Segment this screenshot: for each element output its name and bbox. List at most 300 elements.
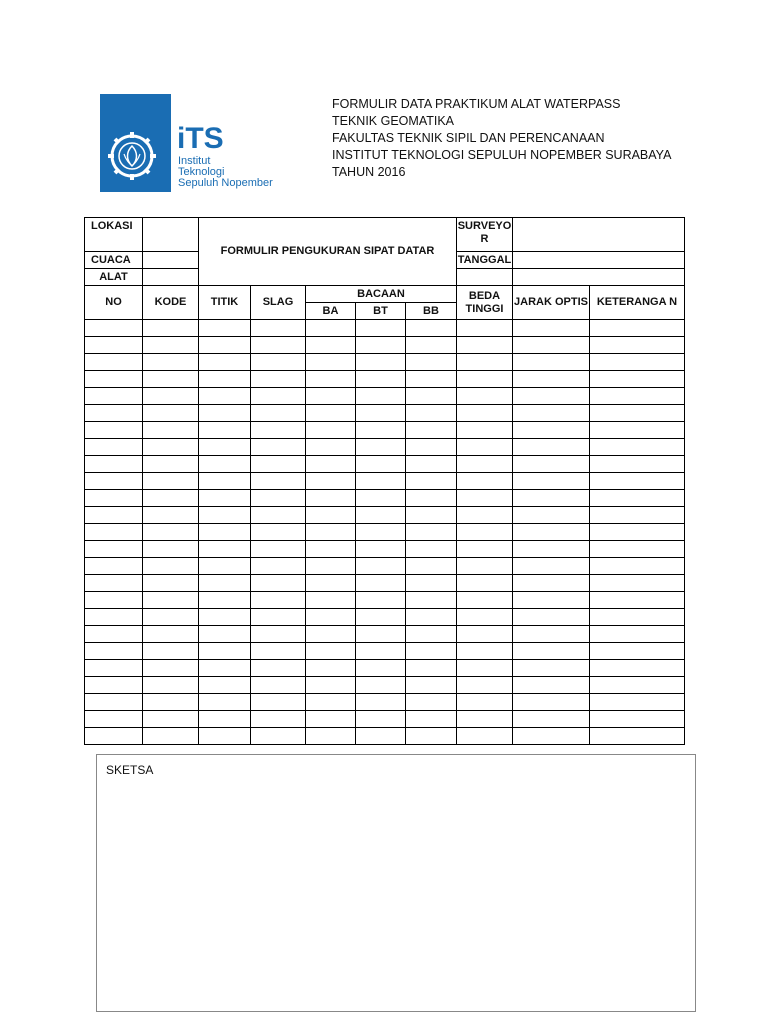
table-cell[interactable] (513, 320, 590, 337)
table-cell[interactable] (143, 371, 199, 388)
table-cell[interactable] (406, 728, 457, 745)
table-cell[interactable] (251, 626, 306, 643)
table-cell[interactable] (590, 354, 685, 371)
table-cell[interactable] (590, 439, 685, 456)
table-cell[interactable] (457, 677, 513, 694)
table-cell[interactable] (406, 592, 457, 609)
table-cell[interactable] (457, 541, 513, 558)
table-cell[interactable] (251, 694, 306, 711)
table-cell[interactable] (143, 677, 199, 694)
tanggal-field[interactable] (513, 252, 685, 269)
table-cell[interactable] (306, 473, 356, 490)
table-cell[interactable] (143, 507, 199, 524)
table-cell[interactable] (143, 456, 199, 473)
table-cell[interactable] (306, 677, 356, 694)
alat-field[interactable] (143, 269, 199, 286)
col-header-jarak-optis: JARAK OPTIS (513, 286, 590, 320)
table-cell[interactable] (513, 354, 590, 371)
table-cell[interactable] (306, 337, 356, 354)
col-header-keterangan: KETERANGA N (590, 286, 685, 320)
table-cell[interactable] (457, 660, 513, 677)
table-cell[interactable] (199, 541, 251, 558)
table-cell[interactable] (85, 609, 143, 626)
table-cell[interactable] (143, 422, 199, 439)
table-cell[interactable] (356, 388, 406, 405)
table-cell[interactable] (143, 473, 199, 490)
table-cell[interactable] (356, 694, 406, 711)
table-cell[interactable] (590, 558, 685, 575)
table-cell[interactable] (457, 354, 513, 371)
table-cell[interactable] (356, 439, 406, 456)
table-cell[interactable] (590, 677, 685, 694)
table-cell[interactable] (306, 405, 356, 422)
logo-text-institut: Institut (178, 155, 211, 167)
table-cell[interactable] (143, 439, 199, 456)
table-cell[interactable] (356, 677, 406, 694)
table-cell[interactable] (143, 558, 199, 575)
table-cell[interactable] (457, 456, 513, 473)
table-cell[interactable] (356, 711, 406, 728)
col-header-slag: SLAG (251, 286, 306, 320)
table-cell[interactable] (143, 405, 199, 422)
logo-text-sepuluh-nopember: Sepuluh Nopember (178, 177, 273, 189)
table-cell[interactable] (356, 320, 406, 337)
table-cell[interactable] (306, 711, 356, 728)
table-cell[interactable] (457, 524, 513, 541)
col-header-titik: TITIK (199, 286, 251, 320)
table-cell[interactable] (251, 388, 306, 405)
table-cell[interactable] (590, 490, 685, 507)
table-cell[interactable] (590, 473, 685, 490)
cuaca-label: CUACA (85, 252, 143, 269)
lokasi-field[interactable] (143, 218, 199, 252)
table-cell[interactable] (199, 473, 251, 490)
table-cell[interactable] (85, 456, 143, 473)
table-cell[interactable] (356, 422, 406, 439)
table-cell[interactable] (513, 507, 590, 524)
table-cell[interactable] (143, 592, 199, 609)
table-cell[interactable] (590, 388, 685, 405)
table-cell[interactable] (85, 405, 143, 422)
table-cell[interactable] (199, 371, 251, 388)
table-cell[interactable] (85, 626, 143, 643)
table-cell[interactable] (513, 643, 590, 660)
table-cell[interactable] (251, 456, 306, 473)
table-row (85, 541, 685, 558)
table-cell[interactable] (199, 728, 251, 745)
table-cell[interactable] (85, 371, 143, 388)
table-cell[interactable] (85, 473, 143, 490)
table-row (85, 354, 685, 371)
header-line-year: TAHUN 2016 (332, 165, 406, 179)
table-cell[interactable] (306, 660, 356, 677)
table-cell[interactable] (199, 677, 251, 694)
table-cell[interactable] (356, 575, 406, 592)
table-cell[interactable] (251, 473, 306, 490)
table-cell[interactable] (590, 575, 685, 592)
table-cell[interactable] (457, 388, 513, 405)
table-cell[interactable] (306, 439, 356, 456)
document-header (332, 96, 671, 181)
table-cell[interactable] (143, 337, 199, 354)
surveyor-label: SURVEYO R (457, 218, 513, 252)
table-cell[interactable] (457, 643, 513, 660)
table-cell[interactable] (356, 473, 406, 490)
table-cell[interactable] (85, 439, 143, 456)
table-cell[interactable] (457, 592, 513, 609)
table-cell[interactable] (513, 677, 590, 694)
table-cell[interactable] (85, 575, 143, 592)
table-cell[interactable] (306, 388, 356, 405)
table-cell[interactable] (306, 490, 356, 507)
table-cell[interactable] (406, 694, 457, 711)
table-cell[interactable] (85, 677, 143, 694)
table-cell[interactable] (356, 609, 406, 626)
table-cell[interactable] (457, 473, 513, 490)
table-row (85, 422, 685, 439)
table-cell[interactable] (306, 694, 356, 711)
table-cell[interactable] (199, 422, 251, 439)
table-cell[interactable] (590, 643, 685, 660)
table-cell[interactable] (199, 320, 251, 337)
table-cell[interactable] (199, 592, 251, 609)
table-cell[interactable] (513, 694, 590, 711)
table-row (85, 456, 685, 473)
table-cell[interactable] (513, 609, 590, 626)
table-cell[interactable] (513, 524, 590, 541)
table-cell[interactable] (251, 660, 306, 677)
table-cell[interactable] (199, 405, 251, 422)
table-cell[interactable] (513, 592, 590, 609)
table-cell[interactable] (199, 490, 251, 507)
table-cell[interactable] (457, 575, 513, 592)
table-cell[interactable] (590, 422, 685, 439)
table-cell[interactable] (85, 711, 143, 728)
table-cell[interactable] (251, 507, 306, 524)
table-cell[interactable] (590, 541, 685, 558)
table-cell[interactable] (513, 473, 590, 490)
table-cell[interactable] (251, 677, 306, 694)
table-cell[interactable] (143, 575, 199, 592)
table-cell[interactable] (306, 354, 356, 371)
table-cell[interactable] (143, 694, 199, 711)
table-cell[interactable] (143, 626, 199, 643)
table-cell[interactable] (406, 337, 457, 354)
table-cell[interactable] (457, 337, 513, 354)
table-cell[interactable] (513, 405, 590, 422)
col-header-bacaan: BACAAN (306, 286, 457, 303)
table-cell[interactable] (406, 507, 457, 524)
table-cell[interactable] (513, 422, 590, 439)
table-cell[interactable] (251, 524, 306, 541)
table-cell[interactable] (199, 337, 251, 354)
col-header-beda-tinggi: BEDA TINGGI (457, 286, 513, 320)
table-cell[interactable] (457, 626, 513, 643)
table-cell[interactable] (590, 660, 685, 677)
table-cell[interactable] (251, 337, 306, 354)
table-cell[interactable] (356, 728, 406, 745)
table-cell[interactable] (513, 558, 590, 575)
table-cell[interactable] (590, 609, 685, 626)
table-row (85, 575, 685, 592)
table-cell[interactable] (85, 354, 143, 371)
table-cell[interactable] (143, 490, 199, 507)
table-cell[interactable] (406, 405, 457, 422)
table-cell[interactable] (306, 575, 356, 592)
table-cell[interactable] (306, 524, 356, 541)
table-cell[interactable] (457, 507, 513, 524)
table-cell[interactable] (406, 490, 457, 507)
header-line-institute: INSTITUT TEKNOLOGI SEPULUH NOPEMBER SURABAYA (332, 148, 672, 162)
table-row (85, 439, 685, 456)
table-cell[interactable] (199, 354, 251, 371)
table-cell[interactable] (356, 371, 406, 388)
table-cell[interactable] (306, 422, 356, 439)
col-header-bt: BT (356, 303, 406, 320)
table-cell[interactable] (590, 371, 685, 388)
table-cell[interactable] (251, 354, 306, 371)
table-cell[interactable] (457, 609, 513, 626)
table-cell[interactable] (590, 320, 685, 337)
table-cell[interactable] (513, 728, 590, 745)
table-cell[interactable] (356, 626, 406, 643)
alat-extra-cell (457, 269, 513, 286)
table-cell[interactable] (306, 609, 356, 626)
table-cell[interactable] (590, 507, 685, 524)
table-cell[interactable] (143, 541, 199, 558)
table-cell[interactable] (356, 354, 406, 371)
table-cell[interactable] (590, 694, 685, 711)
table-cell[interactable] (85, 643, 143, 660)
table-cell[interactable] (199, 660, 251, 677)
table-cell[interactable] (590, 456, 685, 473)
table-cell[interactable] (513, 660, 590, 677)
table-cell[interactable] (306, 728, 356, 745)
table-cell[interactable] (457, 422, 513, 439)
header-line-department: TEKNIK GEOMATIKA (332, 114, 455, 128)
table-cell[interactable] (457, 405, 513, 422)
table-cell[interactable] (457, 490, 513, 507)
table-cell[interactable] (85, 694, 143, 711)
table-cell[interactable] (590, 592, 685, 609)
table-cell[interactable] (356, 643, 406, 660)
table-cell[interactable] (199, 643, 251, 660)
table-cell[interactable] (199, 626, 251, 643)
table-cell[interactable] (306, 626, 356, 643)
table-cell[interactable] (356, 592, 406, 609)
table-cell[interactable] (457, 320, 513, 337)
cuaca-field[interactable] (143, 252, 199, 269)
table-cell[interactable] (199, 507, 251, 524)
table-cell[interactable] (85, 524, 143, 541)
table-cell[interactable] (406, 456, 457, 473)
table-cell[interactable] (251, 609, 306, 626)
table-cell[interactable] (199, 711, 251, 728)
table-cell[interactable] (143, 609, 199, 626)
table-cell[interactable] (306, 541, 356, 558)
surveyor-field[interactable] (513, 218, 685, 252)
table-cell[interactable] (85, 541, 143, 558)
table-cell[interactable] (457, 439, 513, 456)
table-row (85, 371, 685, 388)
table-cell[interactable] (199, 456, 251, 473)
table-cell[interactable] (513, 490, 590, 507)
table-cell[interactable] (513, 711, 590, 728)
table-row (85, 643, 685, 660)
table-cell[interactable] (356, 456, 406, 473)
table-cell[interactable] (85, 490, 143, 507)
table-cell[interactable] (143, 711, 199, 728)
col-header-bb: BB (406, 303, 457, 320)
table-row (85, 711, 685, 728)
table-cell[interactable] (143, 524, 199, 541)
sketch-area[interactable] (96, 754, 696, 1012)
table-cell[interactable] (251, 371, 306, 388)
table-cell[interactable] (251, 558, 306, 575)
form-title: FORMULIR PENGUKURAN SIPAT DATAR (199, 218, 457, 286)
tanggal-label: TANGGAL (457, 252, 513, 269)
table-cell[interactable] (457, 728, 513, 745)
table-cell[interactable] (513, 388, 590, 405)
table-cell[interactable] (251, 592, 306, 609)
table-cell[interactable] (513, 626, 590, 643)
table-cell[interactable] (199, 558, 251, 575)
table-row (85, 660, 685, 677)
table-cell[interactable] (406, 320, 457, 337)
logo-brand-text: iTS (177, 122, 224, 155)
table-cell[interactable] (406, 558, 457, 575)
col-header-ba: BA (306, 303, 356, 320)
table-cell[interactable] (406, 524, 457, 541)
table-cell[interactable] (199, 388, 251, 405)
table-cell[interactable] (513, 456, 590, 473)
table-cell[interactable] (251, 643, 306, 660)
table-cell[interactable] (457, 371, 513, 388)
table-cell[interactable] (406, 626, 457, 643)
table-cell[interactable] (251, 422, 306, 439)
table-cell[interactable] (457, 694, 513, 711)
table-cell[interactable] (457, 711, 513, 728)
table-cell[interactable] (590, 711, 685, 728)
table-cell[interactable] (306, 371, 356, 388)
col-header-no: NO (85, 286, 143, 320)
table-cell[interactable] (406, 354, 457, 371)
table-cell[interactable] (590, 626, 685, 643)
table-cell[interactable] (356, 490, 406, 507)
table-cell[interactable] (251, 575, 306, 592)
table-cell[interactable] (356, 660, 406, 677)
table-cell[interactable] (251, 711, 306, 728)
table-cell[interactable] (306, 320, 356, 337)
table-cell[interactable] (406, 473, 457, 490)
table-cell[interactable] (251, 541, 306, 558)
table-row (85, 728, 685, 745)
table-cell[interactable] (143, 354, 199, 371)
table-cell[interactable] (306, 558, 356, 575)
table-cell[interactable] (406, 439, 457, 456)
lokasi-label: LOKASI (85, 218, 143, 252)
table-cell[interactable] (306, 456, 356, 473)
table-cell[interactable] (406, 609, 457, 626)
table-cell[interactable] (406, 660, 457, 677)
table-cell[interactable] (199, 694, 251, 711)
table-cell[interactable] (590, 728, 685, 745)
table-cell[interactable] (143, 660, 199, 677)
table-cell[interactable] (85, 660, 143, 677)
table-cell[interactable] (85, 320, 143, 337)
table-cell[interactable] (251, 405, 306, 422)
table-cell[interactable] (251, 439, 306, 456)
table-cell[interactable] (85, 422, 143, 439)
table-cell[interactable] (85, 558, 143, 575)
table-cell[interactable] (251, 728, 306, 745)
alat-extra-field (513, 269, 685, 286)
table-cell[interactable] (356, 507, 406, 524)
table-cell[interactable] (513, 541, 590, 558)
table-cell[interactable] (513, 575, 590, 592)
table-cell[interactable] (590, 524, 685, 541)
table-cell[interactable] (85, 337, 143, 354)
col-header-kode: KODE (143, 286, 199, 320)
table-cell[interactable] (199, 575, 251, 592)
table-cell[interactable] (406, 388, 457, 405)
table-cell[interactable] (306, 507, 356, 524)
table-cell[interactable] (406, 422, 457, 439)
table-cell[interactable] (406, 643, 457, 660)
table-cell[interactable] (457, 558, 513, 575)
table-cell[interactable] (306, 643, 356, 660)
table-cell[interactable] (406, 677, 457, 694)
table-cell[interactable] (406, 575, 457, 592)
table-cell[interactable] (590, 337, 685, 354)
table-cell[interactable] (513, 371, 590, 388)
table-cell[interactable] (199, 609, 251, 626)
table-cell[interactable] (356, 541, 406, 558)
table-cell[interactable] (85, 728, 143, 745)
table-cell[interactable] (251, 490, 306, 507)
table-cell[interactable] (406, 541, 457, 558)
table-row (85, 320, 685, 337)
table-cell[interactable] (85, 507, 143, 524)
table-row (85, 694, 685, 711)
table-cell[interactable] (356, 558, 406, 575)
table-cell[interactable] (513, 439, 590, 456)
table-row (85, 558, 685, 575)
table-row (85, 490, 685, 507)
sketch-label: SKETSA (106, 763, 154, 777)
table-cell[interactable] (143, 643, 199, 660)
table-cell[interactable] (85, 388, 143, 405)
table-cell[interactable] (85, 592, 143, 609)
table-row (85, 473, 685, 490)
logo-text-teknologi: Teknologi (178, 166, 225, 178)
table-cell[interactable] (306, 592, 356, 609)
table-cell[interactable] (406, 371, 457, 388)
table-cell[interactable] (513, 337, 590, 354)
table-cell[interactable] (199, 524, 251, 541)
table-cell[interactable] (143, 320, 199, 337)
table-cell[interactable] (356, 524, 406, 541)
table-cell[interactable] (406, 711, 457, 728)
table-cell[interactable] (356, 337, 406, 354)
table-cell[interactable] (590, 405, 685, 422)
table-cell[interactable] (199, 439, 251, 456)
table-cell[interactable] (251, 320, 306, 337)
table-cell[interactable] (143, 728, 199, 745)
table-row (85, 677, 685, 694)
table-cell[interactable] (143, 388, 199, 405)
table-cell[interactable] (356, 405, 406, 422)
